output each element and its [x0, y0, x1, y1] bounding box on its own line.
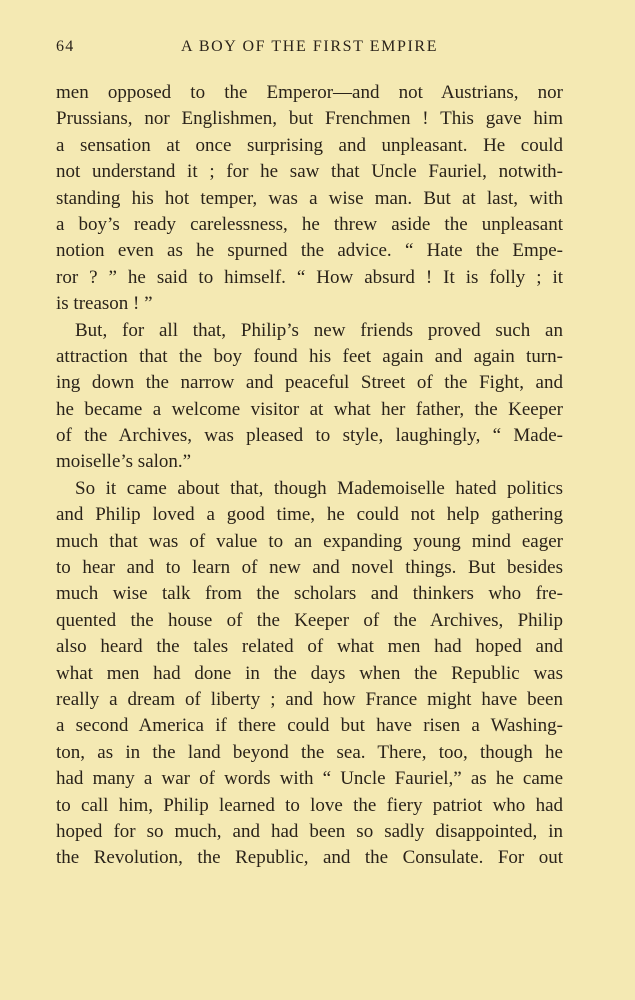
body-text: [56, 80, 563, 872]
text-line: attraction that the boy found his feet again and again turn-: [56, 345, 563, 367]
text-line: much wise talk from the scholars and thinkers who fre-: [56, 583, 563, 605]
text-line: much that was of value to an expanding young mind eager: [56, 530, 563, 552]
text-line: the Revolution, the Republic, and the Consulate. For out: [56, 847, 563, 869]
text-line: ing down the narrow and peaceful Street of the Fight, and: [56, 372, 563, 394]
text-line: really a dream of liberty ; and how France might have been: [56, 688, 563, 710]
text-line: is treason ! ”: [56, 293, 153, 315]
text-line: he became a welcome visitor at what her father, the Keeper: [56, 398, 563, 420]
text-line: ror ? ” he said to himself. “ How absurd ! It is folly ; it: [56, 266, 563, 288]
text-line: also heard the tales related of what men had hoped and: [56, 636, 563, 658]
text-line: Prussians, nor Englishmen, but Frenchmen ! This gave him: [56, 108, 563, 130]
text-line: not understand it ; for he saw that Uncle Fauriel, notwith-: [56, 161, 563, 183]
text-line: had many a war of words with “ Uncle Fauriel,” as he came: [56, 768, 563, 790]
page-number: 64: [56, 38, 75, 55]
text-line: a sensation at once surprising and unpleasant. He could: [56, 134, 563, 156]
text-line: and Philip loved a good time, he could not help gathering: [56, 504, 563, 526]
text-line: men opposed to the Emperor—and not Austrians, nor: [56, 82, 563, 103]
page-header: [56, 38, 563, 62]
text-line: ton, as in the land beyond the sea. There, too, though he: [56, 741, 563, 763]
text-line: But, for all that, Philip’s new friends proved such an: [75, 319, 563, 341]
running-title: A BOY OF THE FIRST EMPIRE: [181, 38, 439, 55]
text-line: a boy’s ready carelessness, he threw aside the unpleasant: [56, 213, 563, 235]
text-line: notion even as he spurned the advice. “ Hate the Empe-: [56, 240, 563, 262]
text-line: what men had done in the days when the Republic was: [56, 662, 563, 684]
text-line: So it came about that, though Mademoiselle hated politics: [75, 477, 563, 499]
text-line: moiselle’s salon.”: [56, 451, 192, 473]
text-line: of the Archives, was pleased to style, laughingly, “ Made-: [56, 425, 563, 447]
text-line: to call him, Philip learned to love the fiery patriot who had: [56, 794, 563, 816]
text-line: hoped for so much, and had been so sadly disappointed, in: [56, 820, 563, 842]
text-line: standing his hot temper, was a wise man. But at last, with: [56, 187, 563, 209]
text-line: to hear and to learn of new and novel things. But besides: [56, 557, 563, 579]
text-line: a second America if there could but have risen a Washing-: [56, 715, 563, 737]
text-line: quented the house of the Keeper of the Archives, Philip: [56, 609, 563, 631]
